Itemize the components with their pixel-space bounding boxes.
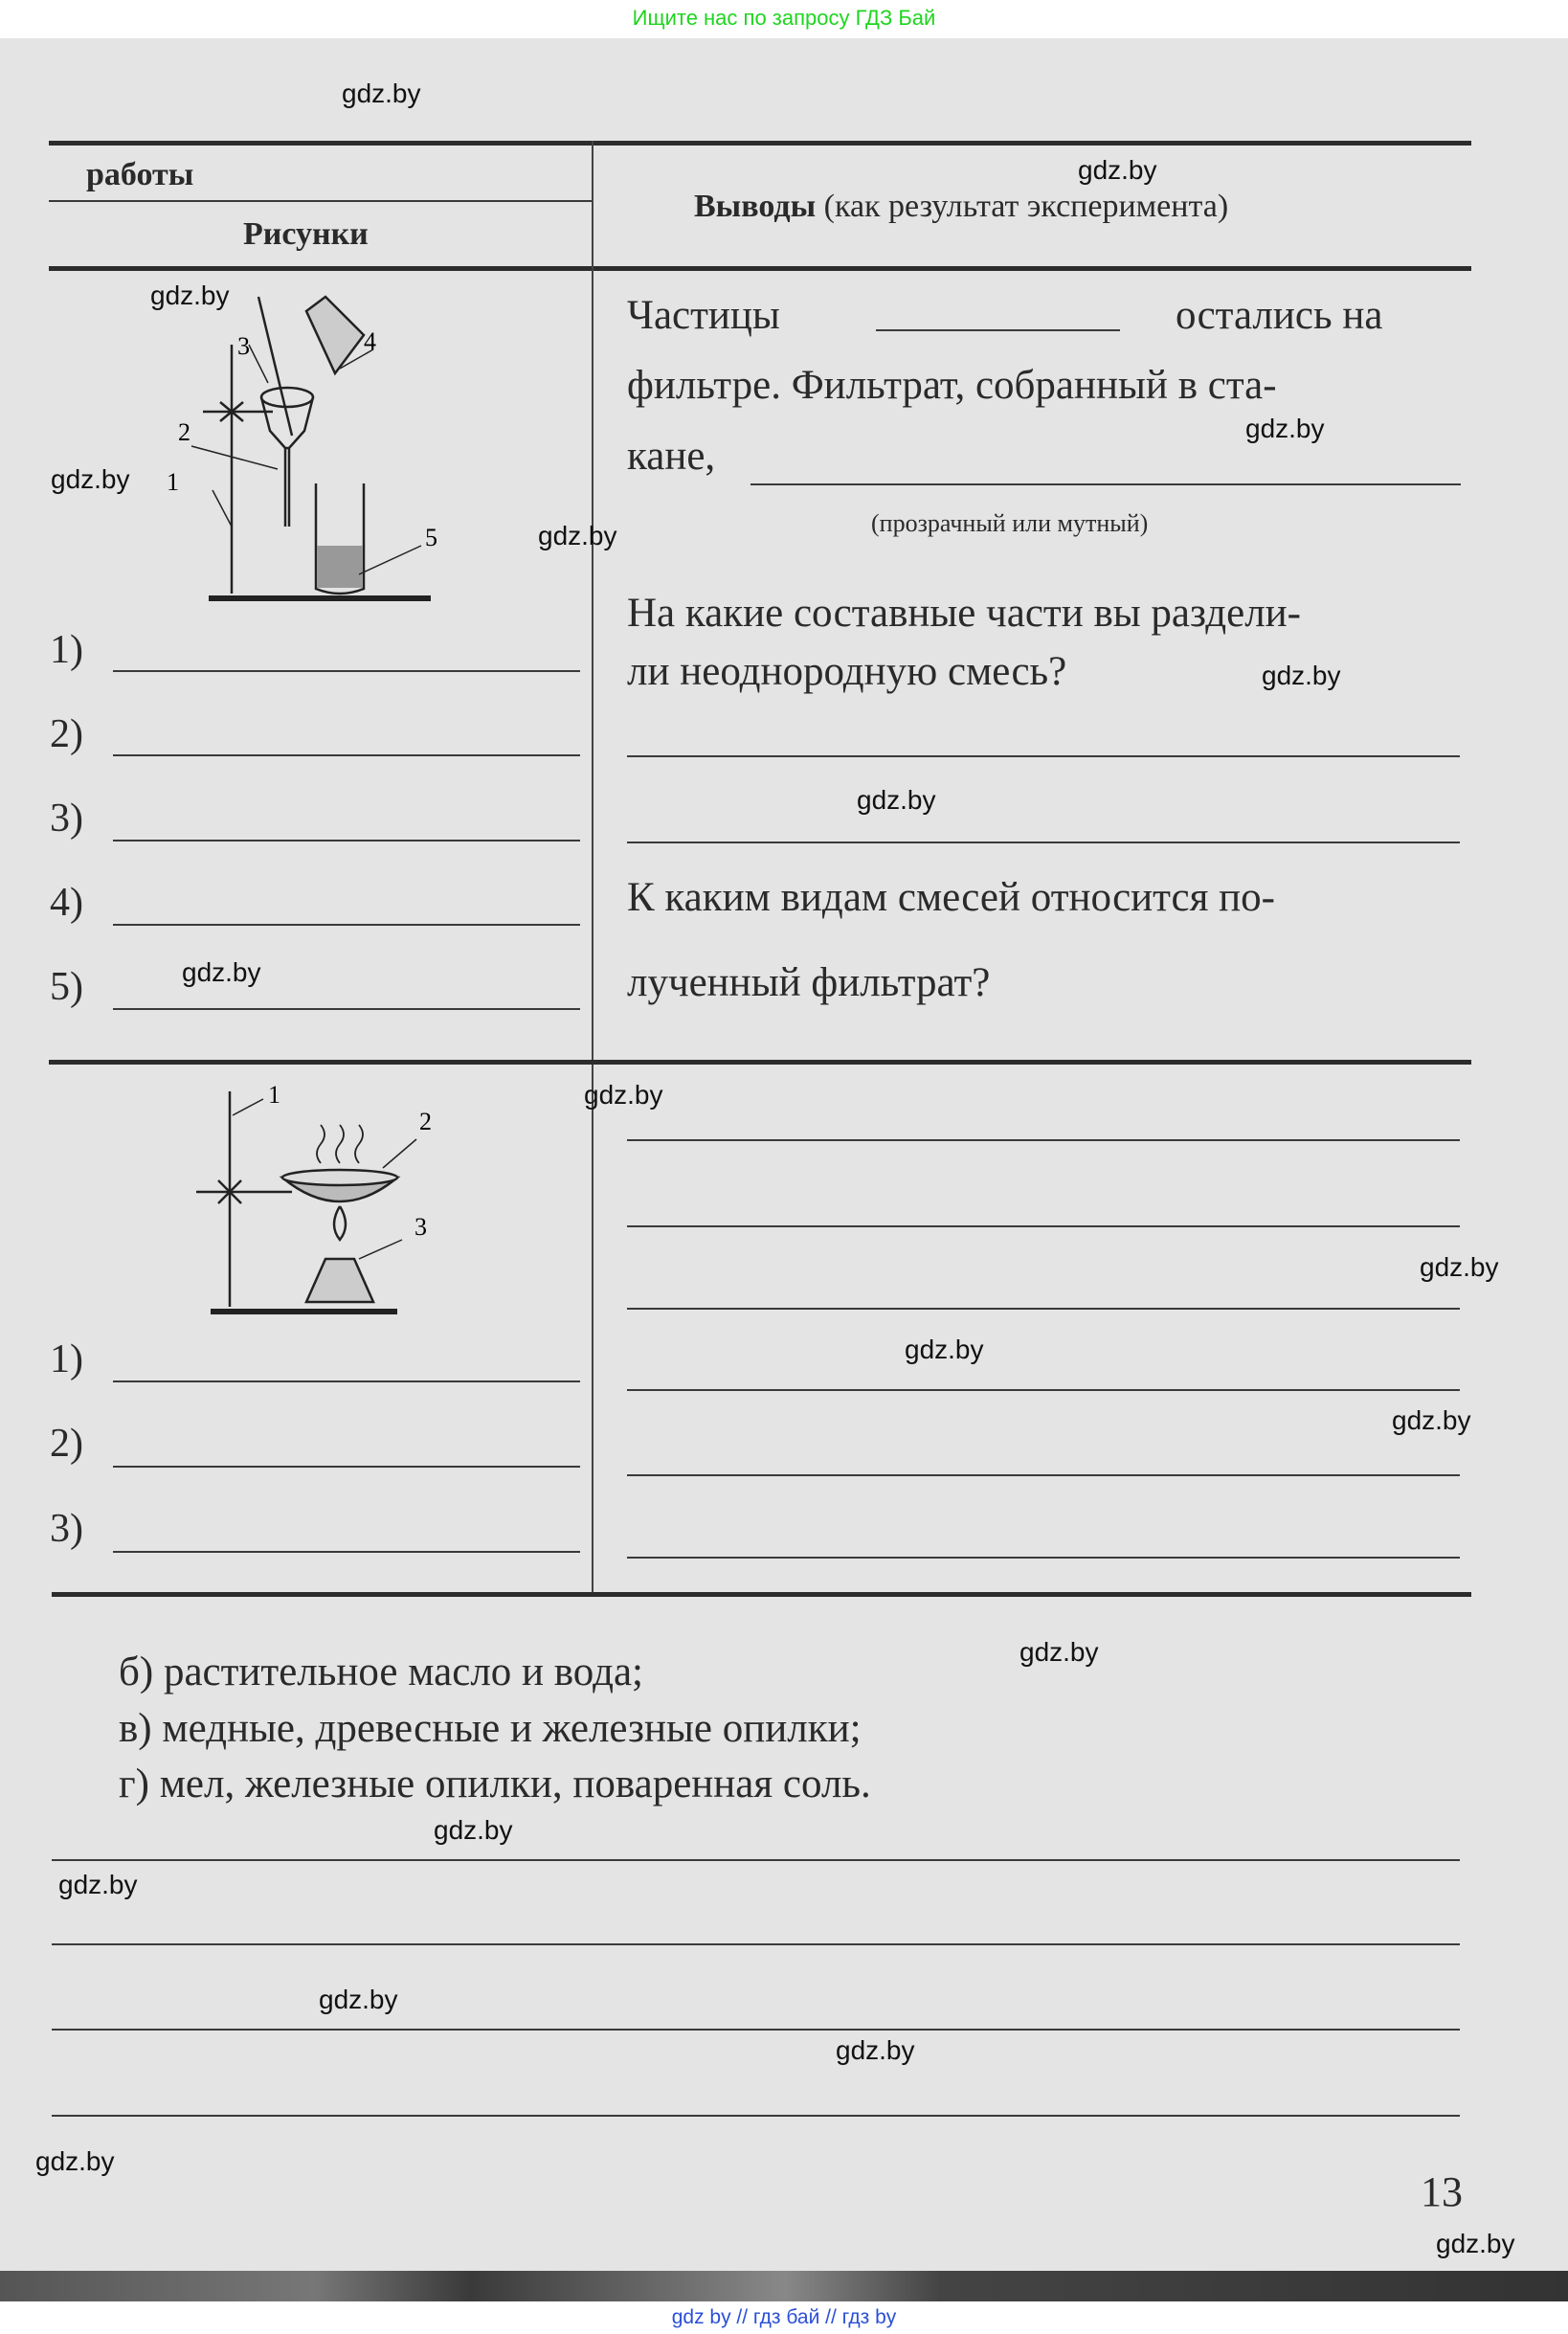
answer-line[interactable] — [52, 2029, 1460, 2031]
watermark: gdz.by — [1078, 155, 1157, 185]
answer-label-1: 1) — [50, 628, 83, 672]
header-conclusions — [694, 189, 1228, 225]
answer-label-2: 2) — [50, 712, 83, 756]
evaporation-apparatus-figure — [187, 1072, 445, 1326]
watermark: gdz.by — [182, 957, 261, 987]
answer-line[interactable] — [52, 2115, 1460, 2117]
q1-blank-2[interactable] — [750, 483, 1461, 485]
fig2-label-1: 1 — [268, 1081, 280, 1109]
q2-answer-line-1[interactable] — [627, 755, 1460, 757]
watermark: gdz.by — [35, 2146, 115, 2176]
column-divider — [592, 141, 594, 1594]
conclusion-line[interactable] — [627, 1308, 1460, 1310]
banner-text[interactable]: Ищите нас по запросу ГДЗ Бай — [632, 6, 936, 30]
fig1-label-3: 3 — [237, 332, 250, 360]
answer-line-2[interactable] — [113, 754, 580, 756]
table-bottom-rule — [52, 1592, 1471, 1597]
conclusion-line[interactable] — [627, 1557, 1460, 1559]
answer-line-4[interactable] — [113, 924, 580, 926]
q1-word1: Частицы — [627, 293, 780, 338]
q1-word2: остались на — [1176, 293, 1383, 338]
filtration-apparatus-figure — [144, 278, 469, 603]
conclusion-line[interactable] — [627, 1389, 1460, 1391]
q1-blank-1[interactable] — [876, 329, 1120, 331]
footer-links[interactable]: gdz by // гдз бай // гдз by — [671, 2306, 897, 2328]
answer-line-3[interactable] — [113, 840, 580, 842]
watermark: gdz.by — [584, 1080, 663, 1110]
answer2-line-1[interactable] — [113, 1380, 580, 1382]
fig1-label-5: 5 — [425, 524, 437, 551]
fig1-label-2: 2 — [178, 418, 190, 446]
list-item-v: в) медные, древесные и железные опилки; — [119, 1706, 862, 1751]
q1-line3: кане, — [627, 434, 716, 479]
watermark: gdz.by — [1420, 1252, 1499, 1282]
watermark: gdz.by — [1392, 1405, 1471, 1435]
fig2-label-2: 2 — [419, 1108, 432, 1135]
answer-line[interactable] — [52, 1859, 1460, 1861]
answer2-label-2: 2) — [50, 1422, 83, 1466]
conclusion-line[interactable] — [627, 1474, 1460, 1476]
table-top-rule — [49, 141, 1471, 146]
answer2-line-2[interactable] — [113, 1466, 580, 1468]
watermark: gdz.by — [51, 464, 130, 494]
answer-line-1[interactable] — [113, 670, 580, 672]
watermark: gdz.by — [905, 1335, 984, 1364]
q2-line1: На какие составные части вы раздели- — [627, 591, 1301, 636]
top-banner — [0, 0, 1568, 38]
q1-hint: (прозрачный или мутный) — [871, 509, 1149, 537]
conclusion-line[interactable] — [627, 1139, 1460, 1141]
header-conclusions-rest: (как результат эксперимента) — [816, 189, 1229, 224]
conclusion-line[interactable] — [627, 1225, 1460, 1227]
answer-line-5[interactable] — [113, 1008, 580, 1010]
list-item-g: г) мел, железные опилки, поваренная соль. — [119, 1762, 871, 1807]
answer-label-3: 3) — [50, 797, 83, 841]
header-bottom-rule — [49, 266, 1471, 271]
watermark: gdz.by — [836, 2035, 915, 2065]
q3-line1: К каким видам смесей относится по- — [627, 875, 1275, 920]
q2-answer-line-2[interactable] — [627, 842, 1460, 843]
q3-line2: лученный фильтрат? — [627, 960, 991, 1005]
q1-line2: фильтре. Фильтрат, собранный в ста- — [627, 363, 1277, 408]
answer-label-4: 4) — [50, 881, 83, 925]
watermark: gdz.by — [150, 281, 230, 310]
header-figures: Рисунки — [243, 216, 369, 252]
fig1-label-1: 1 — [167, 468, 179, 496]
watermark: gdz.by — [1019, 1637, 1099, 1667]
row-divider — [49, 1060, 1471, 1065]
list-item-b: б) растительное масло и вода; — [119, 1650, 643, 1694]
fig1-label-4: 4 — [364, 327, 376, 355]
header-conclusions-bold: Выводы — [694, 189, 817, 224]
watermark: gdz.by — [538, 521, 617, 550]
fig2-label-3: 3 — [414, 1213, 427, 1241]
answer-label-5: 5) — [50, 965, 83, 1009]
page-number: 13 — [1421, 2168, 1463, 2215]
watermark: gdz.by — [58, 1870, 138, 1899]
answer-line[interactable] — [52, 1943, 1460, 1945]
header-work: работы — [86, 157, 194, 192]
watermark: gdz.by — [342, 79, 421, 108]
watermark: gdz.by — [1436, 2229, 1515, 2258]
watermark: gdz.by — [319, 1985, 398, 2014]
watermark: gdz.by — [434, 1815, 513, 1845]
watermark: gdz.by — [1245, 414, 1325, 443]
answer2-label-1: 1) — [50, 1337, 83, 1381]
watermark: gdz.by — [1262, 661, 1341, 690]
footer-bar — [0, 2301, 1568, 2334]
answer2-label-3: 3) — [50, 1507, 83, 1551]
scan-edge-band — [0, 2271, 1568, 2301]
watermark: gdz.by — [857, 785, 936, 815]
answer2-line-3[interactable] — [113, 1551, 580, 1553]
header-divider — [49, 200, 593, 202]
q2-line2: ли неоднородную смесь? — [627, 649, 1067, 694]
